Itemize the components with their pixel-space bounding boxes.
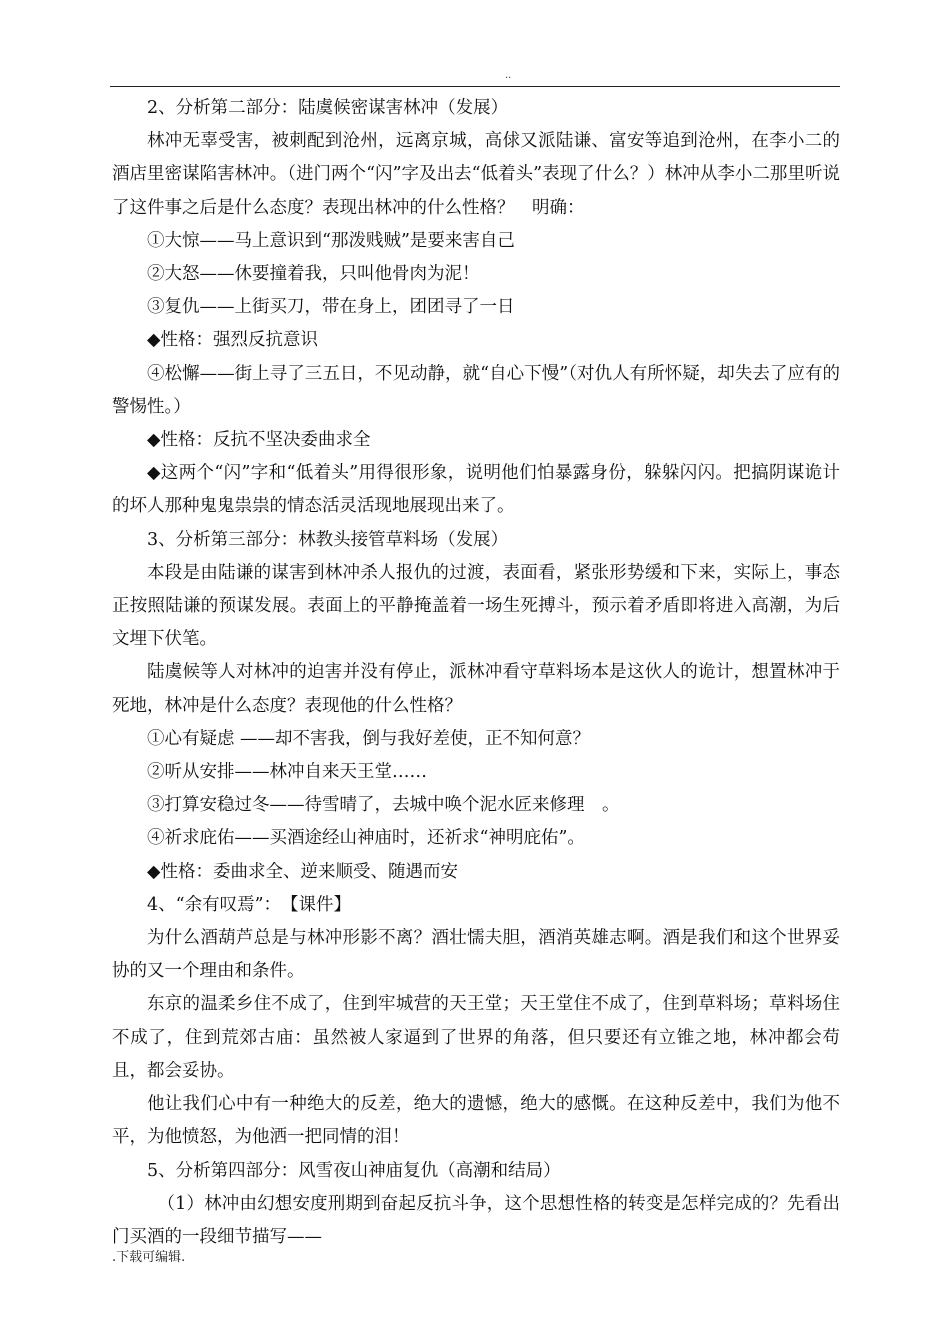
bullet-note: ◆性格：强烈反抗意识 <box>147 330 318 351</box>
list-item: ①心有疑虑 ——却不害我，倒与我好差使，正不知何意？ <box>147 728 591 749</box>
list-item: ③复仇——上街买刀，带在身上，团团寻了一日 <box>147 297 515 318</box>
header-rule <box>110 86 840 87</box>
paragraph: 东京的温柔乡住不成了，住到牢城营的天王堂；天王堂住不成了，住到草料场；草料场住不成了，住到荒郊古庙：虽然被人家逼到了世界的角落，但只要还有立锥之地，林冲都会苟且，都会妥协。 <box>112 994 840 1081</box>
section-heading-4: 4、“余有叹焉”： 【课件】 <box>147 894 352 915</box>
document-body <box>112 92 840 1254</box>
header-mark: .. <box>505 70 512 81</box>
footer-note: .下载可编辑. <box>112 1250 186 1265</box>
list-item: ④松懈——街上寻了三五日，不见动静，就“自心下慢”（对仇人有所怀疑，却失去了应有的警惕性。） <box>112 363 840 417</box>
bullet-note: ◆性格：委曲求全、逆来顺受、随遇而安 <box>147 861 458 882</box>
bullet-note: ◆这两个“闪”字和“低着头”用得很形象，说明他们怕暴露身份，躲躲闪闪。把搞阴谋诡计的坏人那种鬼鬼祟祟的情态活灵活现地展现出来了。 <box>112 463 840 517</box>
paragraph: 本段是由陆谦的谋害到林冲杀人报仇的过渡，表面看，紧张形势缓和下来，实际上，事态正按照陆谦的预谋发展。表面上的平静掩盖着一场生死搏斗，预示着矛盾即将进入高潮，为后文埋下伏笔。 <box>112 562 840 650</box>
list-item: ②听从安排——林冲自来天王堂…… <box>147 762 427 783</box>
section-heading-2: 2、分析第二部分：陆虞候密谋害林冲（发展） <box>147 98 509 118</box>
list-item: ①大惊——马上意识到“那泼贱贼”是要来害自己 <box>147 230 515 251</box>
list-item: ②大怒——休要撞着我，只叫他骨肉为泥！ <box>147 264 480 285</box>
bullet-note: ◆性格：反抗不坚决委曲求全 <box>147 430 371 451</box>
section-heading-3: 3、分析第三部分：林教头接管草料场（发展） <box>147 529 509 550</box>
paragraph: （1）林冲由幻想安度刑期到奋起反抗斗争，这个思想性格的转变是怎样完成的？先看出门买酒的一段细节描写—— <box>112 1193 840 1247</box>
section-heading-5: 5、分析第四部分：风雪夜山神庙复仇（高潮和结局） <box>147 1160 561 1181</box>
list-item: ④祈求庇佑——买酒途经山神庙时，还祈求“神明庇佑”。 <box>147 828 585 849</box>
paragraph: 为什么酒葫芦总是与林冲形影不离？酒壮懦夫胆，酒消英雄志啊。酒是我们和这个世界妥协的又一个理由和条件。 <box>112 928 840 982</box>
paragraph: 他让我们心中有一种绝大的反差，绝大的遗憾，绝大的感慨。在这种反差中，我们为他不平，为他愤怒，为他洒一把同情的泪！ <box>112 1094 840 1148</box>
list-item: ③打算安稳过冬——待雪晴了，去城中唤个泥水匠来修理 。 <box>147 795 620 816</box>
paragraph: 林冲无辜受害，被刺配到沧州，远离京城，高俅又派陆谦、富安等追到沧州，在李小二的酒店里密谋陷害林冲。（进门两个“闪”字及出去“低着头”表现了什么？）林冲从李小二那里听说了这件事之后是什么态度？表现出林冲的什么性格？ 明确： <box>112 131 840 218</box>
paragraph: 陆虞候等人对林冲的迫害并没有停止，派林冲看守草料场本是这伙人的诡计，想置林冲于死地，林冲是什么态度？表现他的什么性格？ <box>112 662 840 716</box>
